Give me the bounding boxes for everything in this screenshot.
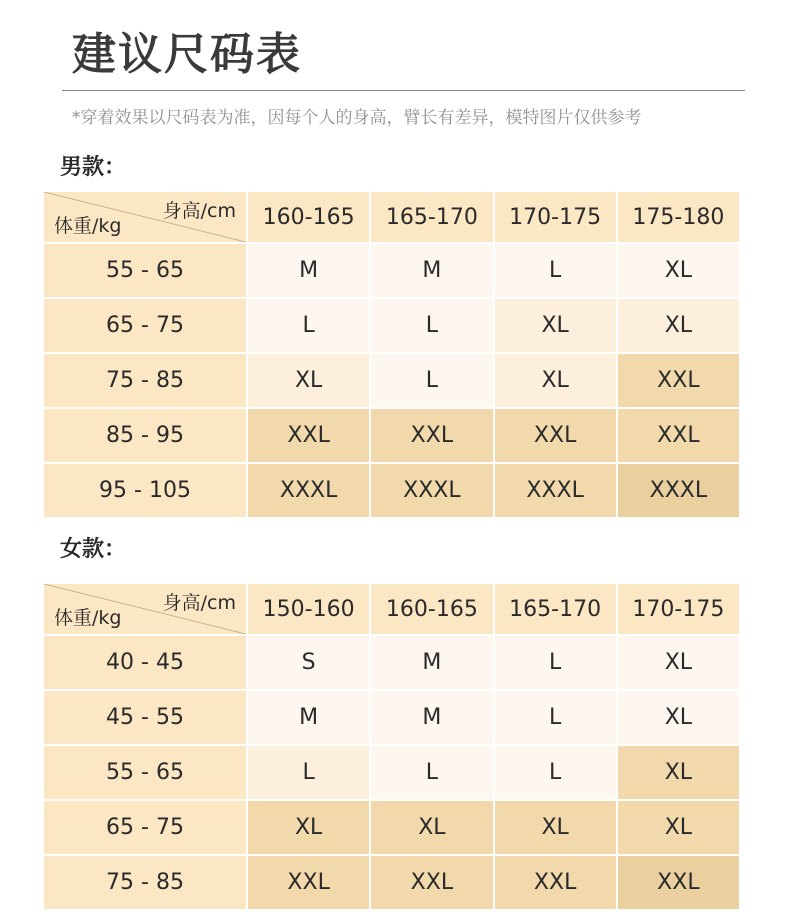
size-cell: XXL [617, 855, 740, 910]
size-cell: XXL [247, 408, 370, 463]
size-cell: XXXL [370, 463, 493, 518]
weight-axis-label: 体重/kg [54, 607, 122, 629]
weight-range: 85 - 95 [43, 408, 247, 463]
size-cell: L [494, 635, 617, 690]
fit-note: *穿着效果以尺码表为准，因每个人的身高，臂长有差异，模特图片仅供参考 [72, 108, 642, 128]
size-cell: M [370, 635, 493, 690]
height-header: 170-175 [617, 583, 740, 635]
weight-range: 75 - 85 [43, 353, 247, 408]
size-cell: L [370, 353, 493, 408]
size-cell: M [247, 690, 370, 745]
size-cell: XL [617, 800, 740, 855]
women-section-label: 女款： [60, 537, 127, 562]
table-row [43, 243, 740, 298]
height-header: 175-180 [617, 191, 740, 243]
size-cell: XXXL [617, 463, 740, 518]
page-title: 建议尺码表 [72, 29, 302, 80]
height-header: 165-170 [494, 583, 617, 635]
size-cell: XL [370, 800, 493, 855]
height-axis-label: 身高/cm [162, 200, 236, 222]
weight-axis-label: 体重/kg [54, 215, 122, 237]
size-cell: XXL [494, 408, 617, 463]
women-header-row [43, 583, 740, 635]
size-cell: L [494, 690, 617, 745]
table-row [43, 298, 740, 353]
size-cell: XXL [617, 353, 740, 408]
size-cell: XL [494, 298, 617, 353]
size-cell: XXXL [247, 463, 370, 518]
size-cell: XL [494, 353, 617, 408]
title-divider [62, 90, 745, 91]
weight-range: 65 - 75 [43, 800, 247, 855]
size-cell: XL [617, 298, 740, 353]
table-row [43, 745, 740, 800]
table-row [43, 463, 740, 518]
size-cell: L [494, 243, 617, 298]
weight-range: 45 - 55 [43, 690, 247, 745]
weight-range: 55 - 65 [43, 745, 247, 800]
size-cell: XXL [494, 855, 617, 910]
size-cell: XXL [617, 408, 740, 463]
height-axis-label: 身高/cm [162, 592, 236, 614]
size-cell: L [247, 298, 370, 353]
weight-range: 65 - 75 [43, 298, 247, 353]
size-cell: XXL [370, 855, 493, 910]
height-header: 160-165 [370, 583, 493, 635]
size-cell: L [370, 298, 493, 353]
size-cell: L [370, 745, 493, 800]
weight-range: 95 - 105 [43, 463, 247, 518]
weight-range: 75 - 85 [43, 855, 247, 910]
size-cell: XL [617, 745, 740, 800]
men-corner-cell [43, 191, 247, 243]
size-cell: XL [617, 243, 740, 298]
size-cell: XL [247, 353, 370, 408]
table-row [43, 353, 740, 408]
size-cell: S [247, 635, 370, 690]
weight-range: 55 - 65 [43, 243, 247, 298]
weight-range: 40 - 45 [43, 635, 247, 690]
men-section-label: 男款： [60, 155, 127, 180]
size-cell: M [370, 690, 493, 745]
size-cell: XXXL [494, 463, 617, 518]
women-size-table [42, 582, 741, 911]
height-header: 165-170 [370, 191, 493, 243]
table-row [43, 635, 740, 690]
men-header-row [43, 191, 740, 243]
height-header: 170-175 [494, 191, 617, 243]
table-row [43, 800, 740, 855]
size-cell: L [247, 745, 370, 800]
height-header: 160-165 [247, 191, 370, 243]
women-corner-cell [43, 583, 247, 635]
size-cell: M [370, 243, 493, 298]
table-row [43, 408, 740, 463]
size-cell: M [247, 243, 370, 298]
height-header: 150-160 [247, 583, 370, 635]
table-row [43, 690, 740, 745]
table-row [43, 855, 740, 910]
size-cell: XL [617, 690, 740, 745]
size-cell: XL [494, 800, 617, 855]
size-cell: XXL [370, 408, 493, 463]
size-cell: XL [617, 635, 740, 690]
men-size-table [42, 190, 741, 519]
size-cell: XXL [247, 855, 370, 910]
size-cell: L [494, 745, 617, 800]
size-cell: XL [247, 800, 370, 855]
